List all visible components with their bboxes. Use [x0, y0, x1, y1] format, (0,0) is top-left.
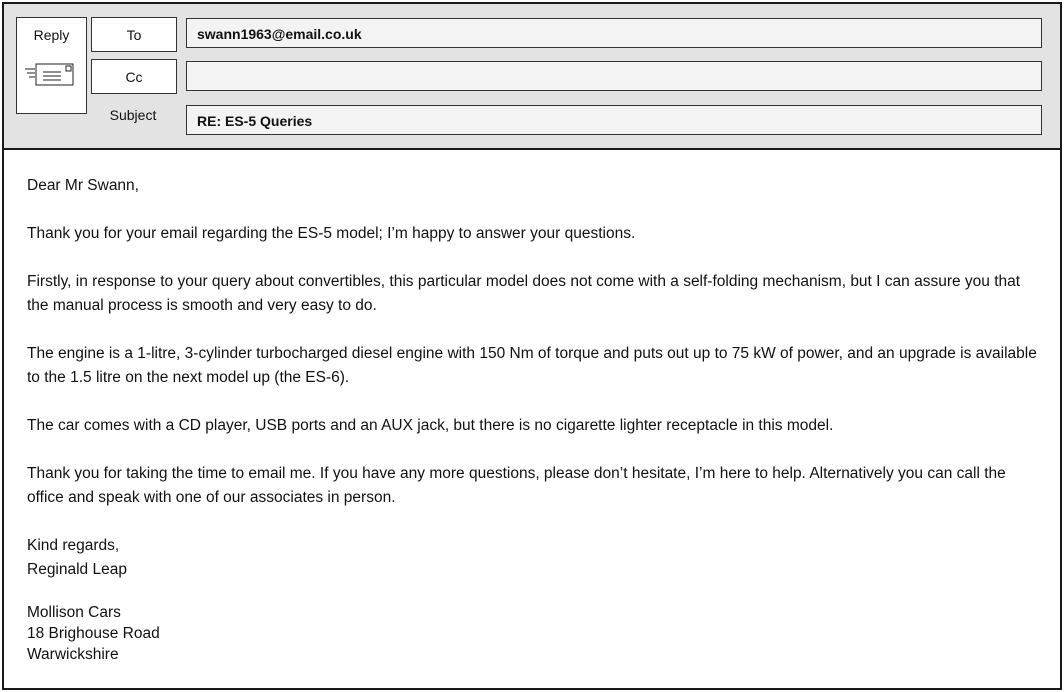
- sender-name: Reginald Leap: [27, 561, 127, 578]
- signature: [27, 534, 1042, 582]
- reply-button[interactable]: [16, 17, 87, 114]
- email-body[interactable]: [27, 174, 1042, 665]
- reply-label: Reply: [33, 27, 70, 43]
- company-name: Mollison Cars: [27, 604, 121, 621]
- company-address: [27, 602, 1042, 665]
- cc-field[interactable]: [186, 61, 1042, 91]
- body-paragraph: Thank you for taking the time to email me. If you have any more questions, please don’t hesitate, I’m here to help. Alternatively you can call the office and speak with one of our associates in person.: [27, 465, 1006, 506]
- signoff: Kind regards,: [27, 537, 120, 554]
- body-paragraph: The car comes with a CD player, USB ports and an AUX jack, but there is no cigarette lighter receptacle in this model.: [27, 417, 834, 434]
- to-button[interactable]: To: [91, 17, 177, 52]
- to-field[interactable]: swann1963@email.co.uk: [186, 18, 1042, 48]
- county: Warwickshire: [27, 646, 119, 663]
- body-paragraph: The engine is a 1-litre, 3-cylinder turbocharged diesel engine with 150 Nm of torque and puts out up to 75 kW of power, and an upgrade is available to the 1.5 litre on the next model up (the ES-6).: [27, 345, 1037, 386]
- subject-label: Subject: [109, 107, 157, 123]
- subject-field[interactable]: RE: ES-5 Queries: [186, 105, 1042, 135]
- email-header: [4, 4, 1060, 150]
- street-address: 18 Brighouse Road: [27, 625, 160, 642]
- envelope-icon: [23, 60, 75, 88]
- body-paragraph: Thank you for your email regarding the ES-5 model; I’m happy to answer your questions.: [27, 225, 636, 242]
- body-paragraph: Firstly, in response to your query about convertibles, this particular model does not come with a self-folding mechanism, but I can assure you that the manual process is smooth and very easy to do.: [27, 273, 1021, 314]
- greeting: Dear Mr Swann,: [27, 177, 139, 194]
- cc-button[interactable]: Cc: [91, 59, 177, 94]
- email-window: [2, 2, 1062, 690]
